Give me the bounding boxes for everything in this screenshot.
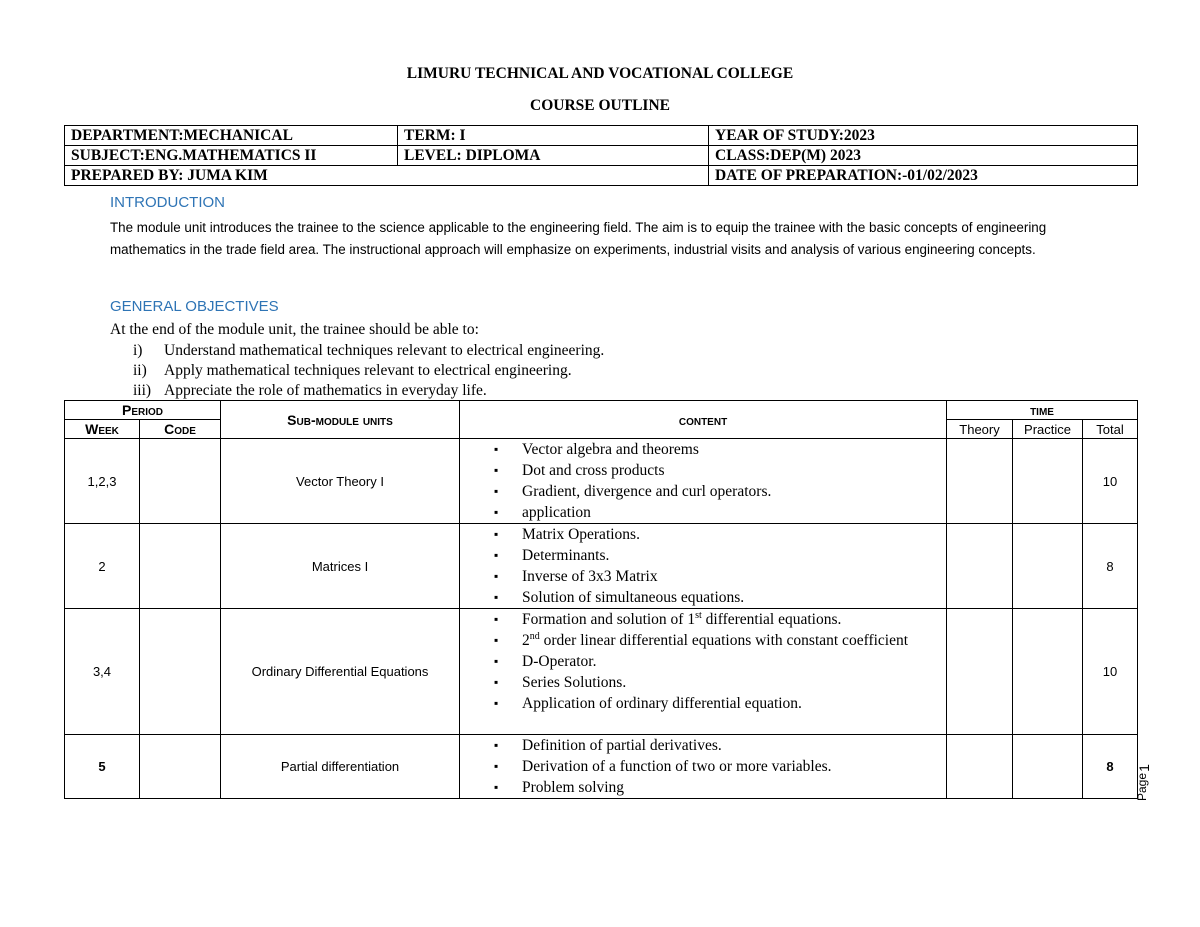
prepared-by-cell: PREPARED BY: JUMA KIM (65, 166, 709, 186)
period-header: Period (65, 401, 221, 420)
introduction-text: The module unit introduces the trainee to the science applicable to the engineering field. The aim is to equip the trainee with the basic concepts of engineering mathematics in the trade field area. The instructional approach will emphasize on experiments, industrial visits and analysis of various engineering concepts. (110, 220, 1047, 257)
content-item: ▪ Inverse of 3x3 Matrix (494, 566, 946, 587)
week-header: Week (65, 420, 140, 439)
total-cell: 8 (1083, 735, 1138, 799)
submodule-header: Sub-module units (221, 401, 460, 439)
content-item: ▪ Gradient, divergence and curl operators. (494, 481, 946, 502)
table-row (65, 439, 1138, 524)
theory-cell (947, 439, 1013, 524)
content-item: ▪ Vector algebra and theorems (494, 439, 946, 460)
unit-cell: Vector Theory I (221, 439, 460, 524)
content-cell (460, 609, 947, 735)
week-cell: 5 (65, 735, 140, 799)
practice-cell (1013, 439, 1083, 524)
unit-cell: Ordinary Differential Equations (221, 609, 460, 735)
objective-item: i) Understand mathematical techniques relevant to electrical engineering. (133, 342, 605, 359)
objective-item: iii) Appreciate the role of mathematics in everyday life. (133, 382, 487, 399)
code-cell (140, 735, 221, 799)
content-item: ▪ D-Operator. (494, 651, 946, 672)
date-cell: DATE OF PREPARATION:-01/02/2023 (709, 166, 1138, 186)
subject-cell: SUBJECT:ENG.MATHEMATICS II (65, 146, 398, 166)
content-item: ▪ Formation and solution of 1st differential equations. (494, 609, 946, 630)
code-cell (140, 524, 221, 609)
term-cell: TERM: I (398, 126, 709, 146)
content-item: ▪ Application of ordinary differential equation. (494, 693, 946, 714)
practice-header: Practice (1013, 420, 1083, 439)
college-name: LIMURU TECHNICAL AND VOCATIONAL COLLEGE (406, 65, 794, 82)
page-number-marker (1135, 760, 1158, 820)
practice-cell (1013, 609, 1083, 735)
total-cell: 10 (1083, 609, 1138, 735)
content-item: ▪ Dot and cross products (494, 460, 946, 481)
code-header: Code (140, 420, 221, 439)
objectives-lead: At the end of the module unit, the trainee should be able to: (110, 321, 479, 338)
content-item: ▪ Matrix Operations. (494, 524, 946, 545)
content-item: ▪ 2nd order linear differential equations with constant coefficient (494, 630, 946, 651)
course-schedule-table (64, 400, 1138, 799)
table-row (65, 609, 1138, 735)
content-item: ▪ application (494, 502, 946, 523)
course-info-table (64, 125, 1138, 186)
total-cell: 8 (1083, 524, 1138, 609)
theory-cell (947, 735, 1013, 799)
content-item: ▪ Series Solutions. (494, 672, 946, 693)
code-cell (140, 609, 221, 735)
total-header: Total (1083, 420, 1138, 439)
content-item: ▪ Solution of simultaneous equations. (494, 587, 946, 608)
total-cell: 10 (1083, 439, 1138, 524)
week-cell: 2 (65, 524, 140, 609)
content-cell (460, 524, 947, 609)
content-cell (460, 439, 947, 524)
week-cell: 3,4 (65, 609, 140, 735)
introduction-heading: INTRODUCTION (110, 194, 225, 211)
objectives-heading: GENERAL OBJECTIVES (110, 298, 279, 315)
unit-cell: Matrices I (221, 524, 460, 609)
code-cell (140, 439, 221, 524)
practice-cell (1013, 524, 1083, 609)
content-item: ▪ Derivation of a function of two or more variables. (494, 756, 946, 777)
content-header: content (460, 401, 947, 439)
time-header: time (947, 401, 1138, 420)
practice-cell (1013, 735, 1083, 799)
document-title: COURSE OUTLINE (530, 97, 670, 114)
table-row (65, 524, 1138, 609)
theory-cell (947, 609, 1013, 735)
year-cell: YEAR OF STUDY:2023 (709, 126, 1138, 146)
content-item: ▪ Determinants. (494, 545, 946, 566)
week-cell: 1,2,3 (65, 439, 140, 524)
theory-cell (947, 524, 1013, 609)
level-cell: LEVEL: DIPLOMA (398, 146, 709, 166)
objective-item: ii) Apply mathematical techniques relevant to electrical engineering. (133, 362, 572, 379)
page-number: 1 (1135, 764, 1152, 772)
content-cell (460, 735, 947, 799)
content-item: ▪ Definition of partial derivatives. (494, 735, 946, 756)
unit-cell: Partial differentiation (221, 735, 460, 799)
table-row (65, 735, 1138, 799)
theory-header: Theory (947, 420, 1013, 439)
page-label: Page (1135, 772, 1150, 802)
content-item: ▪ Problem solving (494, 777, 946, 798)
department-cell: DEPARTMENT:MECHANICAL (65, 126, 398, 146)
class-cell: CLASS:DEP(M) 2023 (709, 146, 1138, 166)
